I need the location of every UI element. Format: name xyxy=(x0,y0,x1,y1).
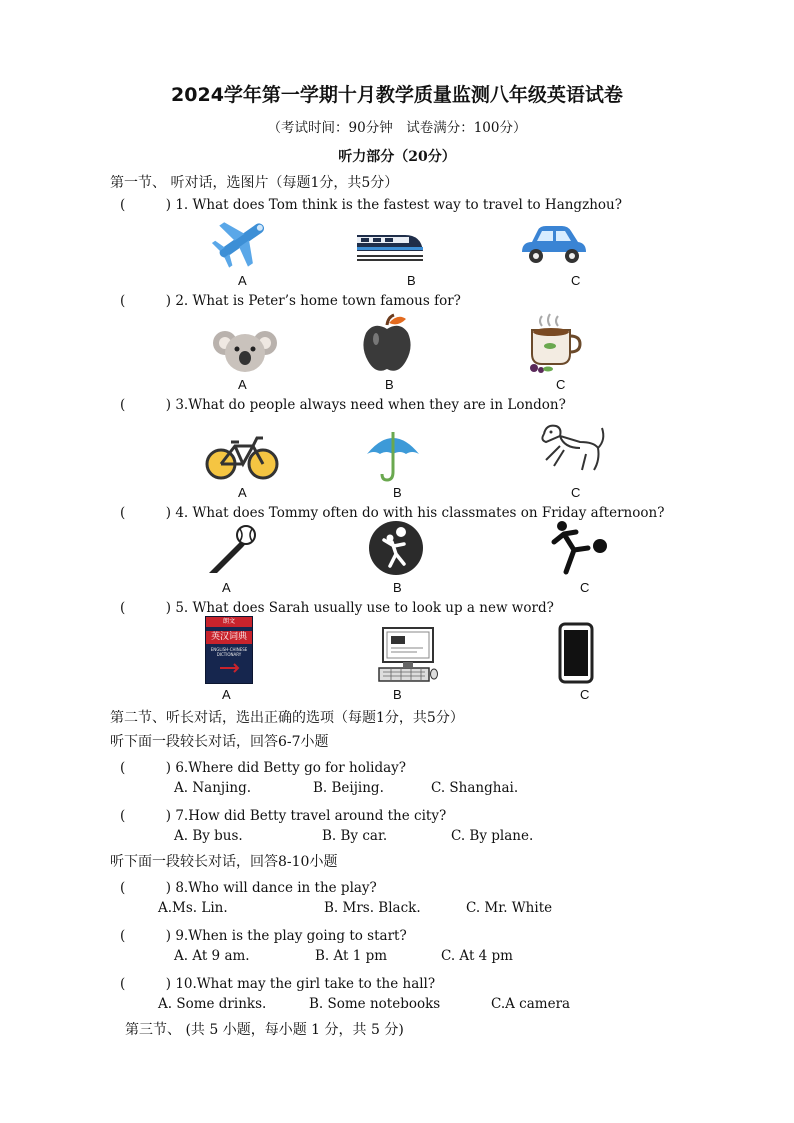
q9-option-c: C. At 4 pm xyxy=(441,948,513,964)
soccer-kick-icon xyxy=(548,520,608,576)
q3-label-b: B xyxy=(393,485,402,500)
question-5: ( ) 5. What does Sarah usually use to look up a new word? xyxy=(120,600,554,616)
dictionary-english: ENGLISH-CHINESE DICTIONARY xyxy=(210,647,248,657)
question-4: ( ) 4. What does Tommy often do with his classmates on Friday afternoon? xyxy=(120,505,665,521)
question-3: ( ) 3.What do people always need when they are in London? xyxy=(120,397,566,413)
dictionary-title: 英汉词典 xyxy=(206,631,252,644)
q4-label-a: A xyxy=(222,580,231,595)
q2-label-b: B xyxy=(385,377,394,392)
q10-option-c: C.A camera xyxy=(491,996,571,1012)
question-2: ( ) 2. What is Peter’s home town famous for? xyxy=(120,293,461,309)
exam-title: 2024学年第一学期十月教学质量监测八年级英语试卷 xyxy=(171,84,623,106)
question-10: ( ) 10.What may the girl take to the hall? xyxy=(120,976,436,992)
section3-heading: 第三节、 (共 5 小题，每小题 1 分，共 5 分) xyxy=(125,1022,404,1038)
dictionary-cover xyxy=(205,616,253,684)
umbrella-icon xyxy=(365,428,421,484)
q4-label-b: B xyxy=(393,580,402,595)
q5-label-b: B xyxy=(393,687,402,702)
section2-heading: 第二节、听长对话，选出正确的选项（每题1分，共5分） xyxy=(110,710,464,726)
q9-option-a: A. At 9 am. xyxy=(174,948,250,964)
q3-label-c: C xyxy=(571,485,581,500)
smartphone-icon xyxy=(558,622,594,684)
section2-intro-1: 听下面一段较长对话，回答6-7小题 xyxy=(110,734,329,750)
q1-label-a: A xyxy=(238,273,247,288)
q6-option-c: C. Shanghai. xyxy=(431,780,519,796)
q7-option-b: B. By car. xyxy=(322,828,388,844)
q1-label-b: B xyxy=(407,273,416,288)
apple-icon xyxy=(360,313,414,375)
q2-label-c: C xyxy=(556,377,566,392)
q1-label-c: C xyxy=(571,273,581,288)
listening-part-heading: 听力部分（20分） xyxy=(338,149,456,165)
q4-label-c: C xyxy=(580,580,590,595)
question-9: ( ) 9.When is the play going to start? xyxy=(120,928,407,944)
airplane-icon xyxy=(210,210,272,272)
q9-option-b: B. At 1 pm xyxy=(315,948,388,964)
baseball-bat-icon xyxy=(205,523,259,577)
section2-intro-2: 听下面一段较长对话，回答8-10小题 xyxy=(110,854,338,870)
computer-icon xyxy=(377,626,439,684)
dog-icon xyxy=(536,420,610,476)
train-icon xyxy=(355,225,425,265)
q8-option-b: B. Mrs. Black. xyxy=(324,900,421,916)
question-1: ( ) 1. What does Tom think is the fastest way to travel to Hangzhou? xyxy=(120,197,622,213)
q7-option-a: A. By bus. xyxy=(174,828,243,844)
dictionary-brand: 朗文 xyxy=(206,617,252,627)
q8-option-c: C. Mr. White xyxy=(466,900,553,916)
tea-cup-icon xyxy=(526,312,584,374)
question-7: ( ) 7.How did Betty travel around the city? xyxy=(120,808,447,824)
q2-label-a: A xyxy=(238,377,247,392)
car-icon xyxy=(518,222,588,268)
q3-label-a: A xyxy=(238,485,247,500)
q5-label-c: C xyxy=(580,687,590,702)
koala-icon xyxy=(212,325,278,375)
bicycle-icon xyxy=(205,432,279,482)
q8-option-a: A.Ms. Lin. xyxy=(158,900,228,916)
q5-label-a: A xyxy=(222,687,231,702)
q7-option-c: C. By plane. xyxy=(451,828,534,844)
question-8: ( ) 8.Who will dance in the play? xyxy=(120,880,377,896)
q10-option-a: A. Some drinks. xyxy=(158,996,267,1012)
exam-subtitle: （考试时间：90分钟 试卷满分：100分） xyxy=(267,120,527,136)
q6-option-b: B. Beijing. xyxy=(313,780,384,796)
q10-option-b: B. Some notebooks xyxy=(309,996,441,1012)
volleyball-player-icon xyxy=(368,520,424,576)
question-6: ( ) 6.Where did Betty go for holiday? xyxy=(120,760,407,776)
section1-heading: 第一节、 听对话，选图片（每题1分，共5分） xyxy=(110,175,399,191)
q6-option-a: A. Nanjing. xyxy=(174,780,252,796)
dictionary-arrows-icon xyxy=(206,661,252,675)
